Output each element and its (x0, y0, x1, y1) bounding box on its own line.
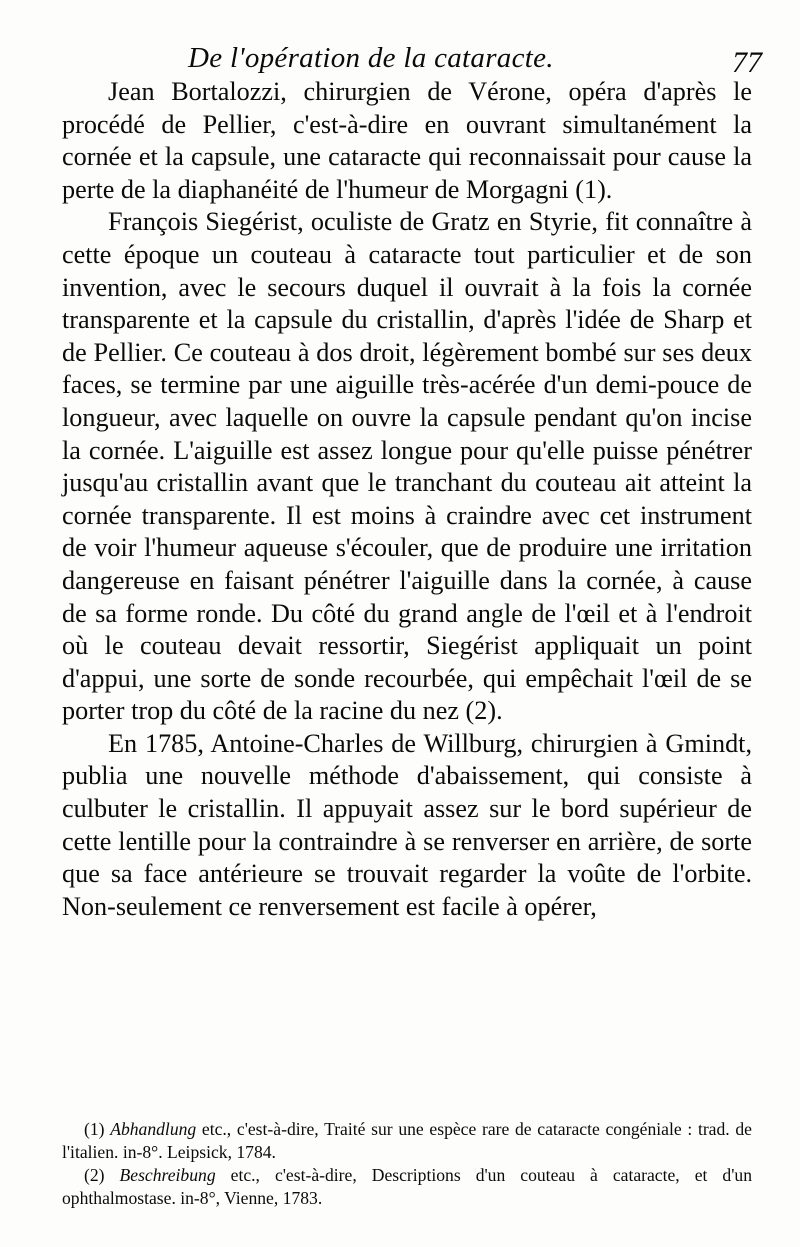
page-number: 77 (732, 46, 762, 79)
footnotes (62, 1118, 752, 1210)
running-title: De l'opération de la cataracte. (188, 42, 554, 74)
footnote-title: Abhandlung (110, 1119, 197, 1139)
paragraph-siegerist: François Siegérist, oculiste de Gratz en Styrie, fit connaître à cette époque un couteau à cataracte tout particulier et de son invention, avec le secours duquel il ouvrait à la fois la cornée transparente et la capsule du cristallin, d'après l'idée de Sharp et de Pellier. Ce couteau à dos droit, légèrement bombé sur ses deux faces, se termine par une aiguille très-acérée d'un demi-pouce de longueur, avec laquelle on ouvre la capsule pendant qu'on incise la cornée. L'aiguille est assez longue pour qu'elle puisse pénétrer jusqu'au cristallin avant que le tranchant du couteau ait atteint la cornée transparente. Il est moins à craindre avec cet instrument de voir l'humeur aqueuse s'écouler, que de produire une irritation dangereuse en faisant pénétrer l'aiguille dans la cornée, à cause de sa forme ronde. Du côté du grand angle de l'œil et à l'endroit où le couteau devait ressortir, Siegérist appliquait un point d'appui, une sorte de sonde recourbée, qui empêchait l'œil de se porter trop du côté de la racine du nez (2). (62, 207, 752, 726)
paragraph-bortalozzi: Jean Bortalozzi, chirurgien de Vérone, opéra d'après le procédé de Pellier, c'est-à-dire en ouvrant simultanément la cornée et la capsule, une cataracte qui reconnaissait pour cause la perte de la diaphanéité de l'humeur de Morgagni (1). (62, 77, 752, 204)
footnote-text: etc., c'est-à-dire, Traité sur une espèce rare de cataracte congéniale : trad. de l'italien. in-8°. Leipsick, 1784. (62, 1119, 752, 1162)
footnote-mark: (2) (84, 1165, 105, 1185)
body-text (62, 76, 752, 923)
footnote-1 (62, 1118, 752, 1164)
footnote-title: Beschreibung (119, 1165, 216, 1185)
paragraph-willburg: En 1785, Antoine-Charles de Willburg, chirurgien à Gmindt, publia une nouvelle méthode d'abaissement, qui consiste à culbuter le cristallin. Il appuyait assez sur le bord supérieur de cette lentille pour la contraindre à se renverser en arrière, de sorte que sa face antérieure se trouvait regarder la voûte de l'orbite. Non-seulement ce renversement est facile à opérer, (62, 728, 752, 921)
footnote-2 (62, 1164, 752, 1210)
footnote-mark: (1) (84, 1119, 105, 1139)
footnote-text: etc., c'est-à-dire, Descriptions d'un couteau à cataracte, et d'un ophthalmostase. in-8°, Vienne, 1783. (62, 1165, 752, 1208)
